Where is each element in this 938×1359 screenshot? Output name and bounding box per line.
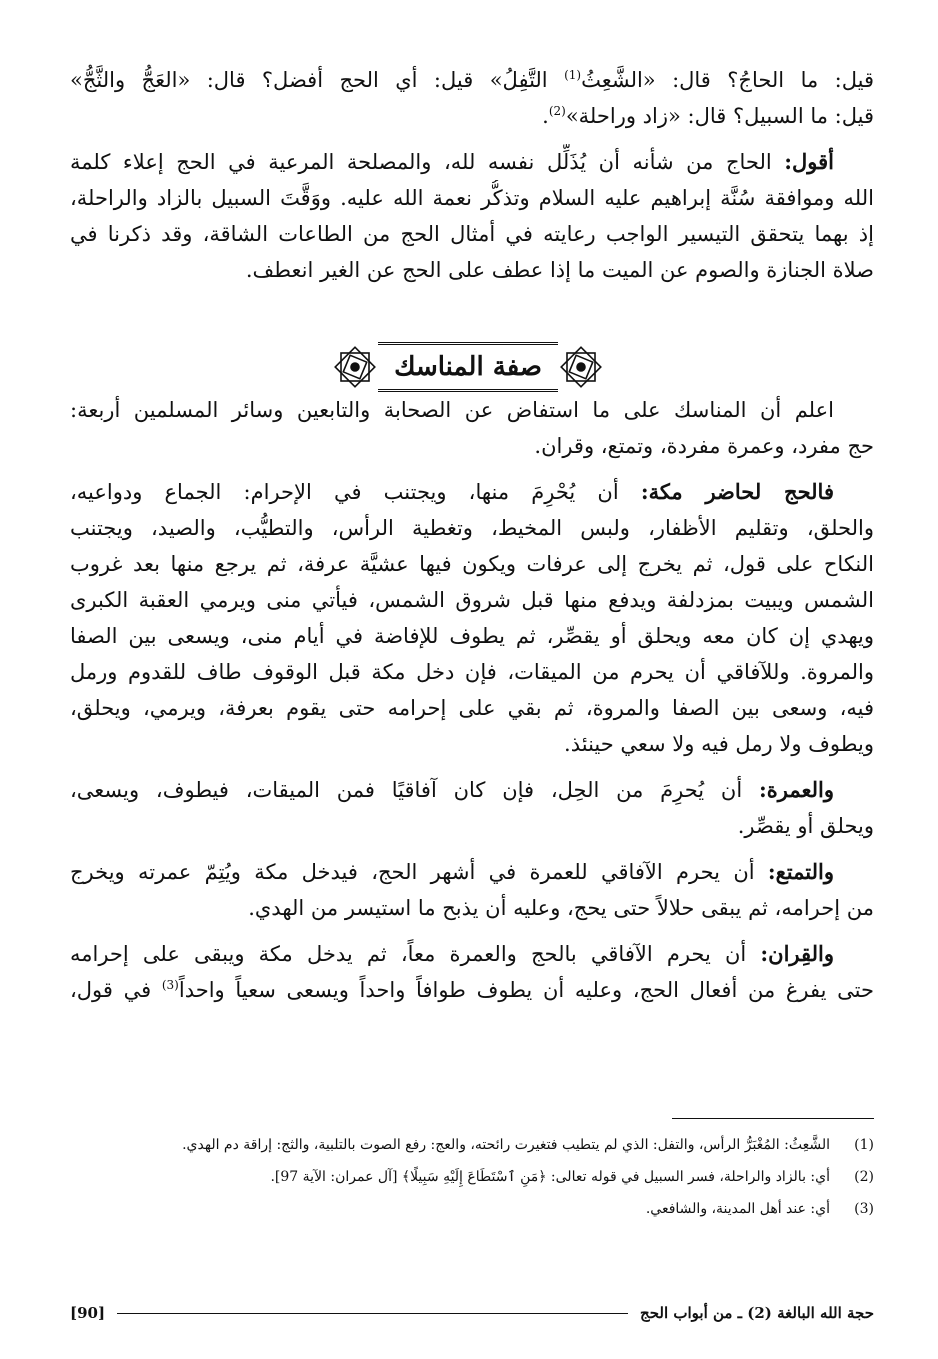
text-line: والمروة. وللآفاقي أن يحرم من الميقات، فإن دخل مكة قبل الوقوف طاف للقدوم ورمل: [70, 660, 874, 684]
running-title: حجة الله البالغة (2) ـ من أبواب الحج: [640, 1304, 874, 1322]
paragraph-aqulu: [70, 144, 874, 288]
section-heading: [330, 338, 606, 396]
text-line: أن يُحْرِمَ منها، ويجتنب في الإحرام: الجماع ودواعيه،: [70, 480, 641, 504]
paragraph-lead: والعمرة:: [759, 777, 834, 802]
text-line: في قول،: [70, 978, 162, 1002]
footnotes: [70, 1132, 874, 1228]
page-footer: [70, 1298, 874, 1328]
main-text: [70, 62, 874, 1018]
text-line: اعلم أن المناسك على ما استفاض عن الصحابة والتابعين وسائر المسلمين أربعة:: [70, 398, 834, 422]
paragraph-qiran: [70, 936, 874, 1008]
footnote-ref[interactable]: (3): [161, 978, 179, 992]
text-line: الشمس ويبيت بمزدلفة ويدفع منها قبل شروق الشمس، فيأتي منى ويرمي العقبة الكبرى: [70, 588, 874, 612]
paragraph-lead: أقول:: [784, 149, 834, 174]
text-line: والحلق، وتقليم الأظفار، ولبس المخيط، وتغطية الرأس، والتطيُّب، والصيد، ويجتنب: [70, 516, 874, 540]
paragraph-lead: والتمتع:: [767, 859, 834, 884]
footnote-text: أي: عند أهل المدينة، والشافعي.: [645, 1201, 830, 1217]
text-line: التَّفِلُ» قيل: أي الحج أفضل؟ قال: «العَجُّ والثَّجُّ»: [70, 68, 565, 92]
text-line: قيل: ما السبيل؟ قال: «زاد وراحلة»: [565, 104, 874, 128]
footnote-text: أي: بالزاد والراحلة، فسر السبيل في قوله تعالى: ﴿مَنِ ٱسْتَطَاعَ إِلَيْهِ سَبِيلًا﴾ [آل عمران: الآية 97].: [270, 1169, 830, 1185]
footnote: [70, 1196, 874, 1222]
paragraph-intro: [70, 392, 874, 464]
star-ornament-icon: [556, 342, 606, 392]
text-line: أن يحرم الآفاقي للعمرة في أشهر الحج، فيدخل مكة ويُتِمّ عمرته ويخرج: [70, 860, 768, 884]
footnote: [70, 1164, 874, 1190]
paragraph-lead: والقِران:: [760, 941, 834, 966]
text-line: إذ بهما يتحقق التيسير الواجب رعايته في أمثال الحج من الطاعات الشاقة، وقد ذكرنا في: [70, 222, 874, 246]
footnote-ref[interactable]: (2): [548, 104, 566, 118]
text-line: حتى يفرغ من أفعال الحج، وعليه أن يطوف طوافاً واحداً ويسعى سعياً واحداً: [178, 978, 874, 1002]
text-line: النكاح على قول، ثم يخرج إلى عرفات ويكون فيها عشيَّة عرفة، ثم يرجع منها بعد غروب: [70, 552, 874, 576]
heading-frame: [378, 342, 558, 392]
text-line: صلاة الجنازة والصوم عن الميت ما إذا عطف على الحج عن الغير انعطف.: [245, 258, 874, 282]
text-line: قيل: ما الحاجُ؟ قال: «الشَّعِثُ: [581, 68, 874, 92]
star-ornament-icon: [330, 342, 380, 392]
text-line: .: [542, 104, 549, 128]
paragraph-hajj: [70, 474, 874, 762]
paragraph-umrah: [70, 772, 874, 844]
text-line: ويهدي إن كان معه ويحلق أو يقصِّر، ثم يطوف للإفاضة في أيام منى، ويسعى بين الصفا: [70, 624, 874, 648]
footnote-number: (1): [854, 1137, 874, 1153]
paragraph-hajj-question: [70, 62, 874, 134]
section-title: صفة المناسك: [394, 352, 542, 382]
text-line: حج مفرد، وعمرة مفردة، وتمتع، وقران.: [534, 434, 874, 458]
footnote-number: (2): [854, 1169, 874, 1185]
footnote-ref[interactable]: (1): [564, 68, 582, 82]
footnote-number: (3): [854, 1201, 874, 1217]
text-line: فيه، وسعى بين الصفا والمروة، ثم بقي على إحرامه حتى يقوم بعرفة، ويرمي، ويحلق،: [70, 696, 874, 720]
footnote-divider: [672, 1118, 874, 1119]
text-line: الحاج من شأنه أن يُذَلِّل نفسه لله، والمصلحة المرعية في الحج إعلاء كلمة: [70, 150, 785, 174]
footer-rule: [117, 1313, 628, 1314]
text-line: ويطوف ولا رمل فيه ولا سعي حينئذ.: [564, 732, 874, 756]
text-line: الله وموافقة سُنَّة إبراهيم عليه السلام وتذكُّر نعمة الله عليه. ووَقَّتَ السبيل بالزاد والراحلة،: [70, 186, 874, 210]
paragraph-tamattu: [70, 854, 874, 926]
footnote: [70, 1132, 874, 1158]
text-line: من إحرامه، ثم يبقى حلالاً حتى يحج، وعليه أن يذبح ما استيسر من الهدي.: [248, 896, 874, 920]
page-number: [90]: [70, 1304, 106, 1322]
text-line: ويحلق أو يقصِّر.: [737, 814, 874, 838]
paragraph-lead: فالحج لحاضر مكة:: [640, 479, 834, 504]
text-line: أن يُحرِمَ من الحِل، فإن كان آفاقيًا فمن الميقات، فيطوف، ويسعى،: [70, 778, 759, 802]
footnote-text: الشَّعِثُ: المُغْبَرُّ الرأس، والتفل: الذي لم يتطيب فتغيرت رائحته، والعج: رفع الصوت بالتلبية، والثج: إراقة دم الهدي.: [182, 1137, 830, 1153]
text-line: أن يحرم الآفاقي بالحج والعمرة معاً، ثم يدخل مكة ويبقى على إحرامه: [70, 942, 761, 966]
